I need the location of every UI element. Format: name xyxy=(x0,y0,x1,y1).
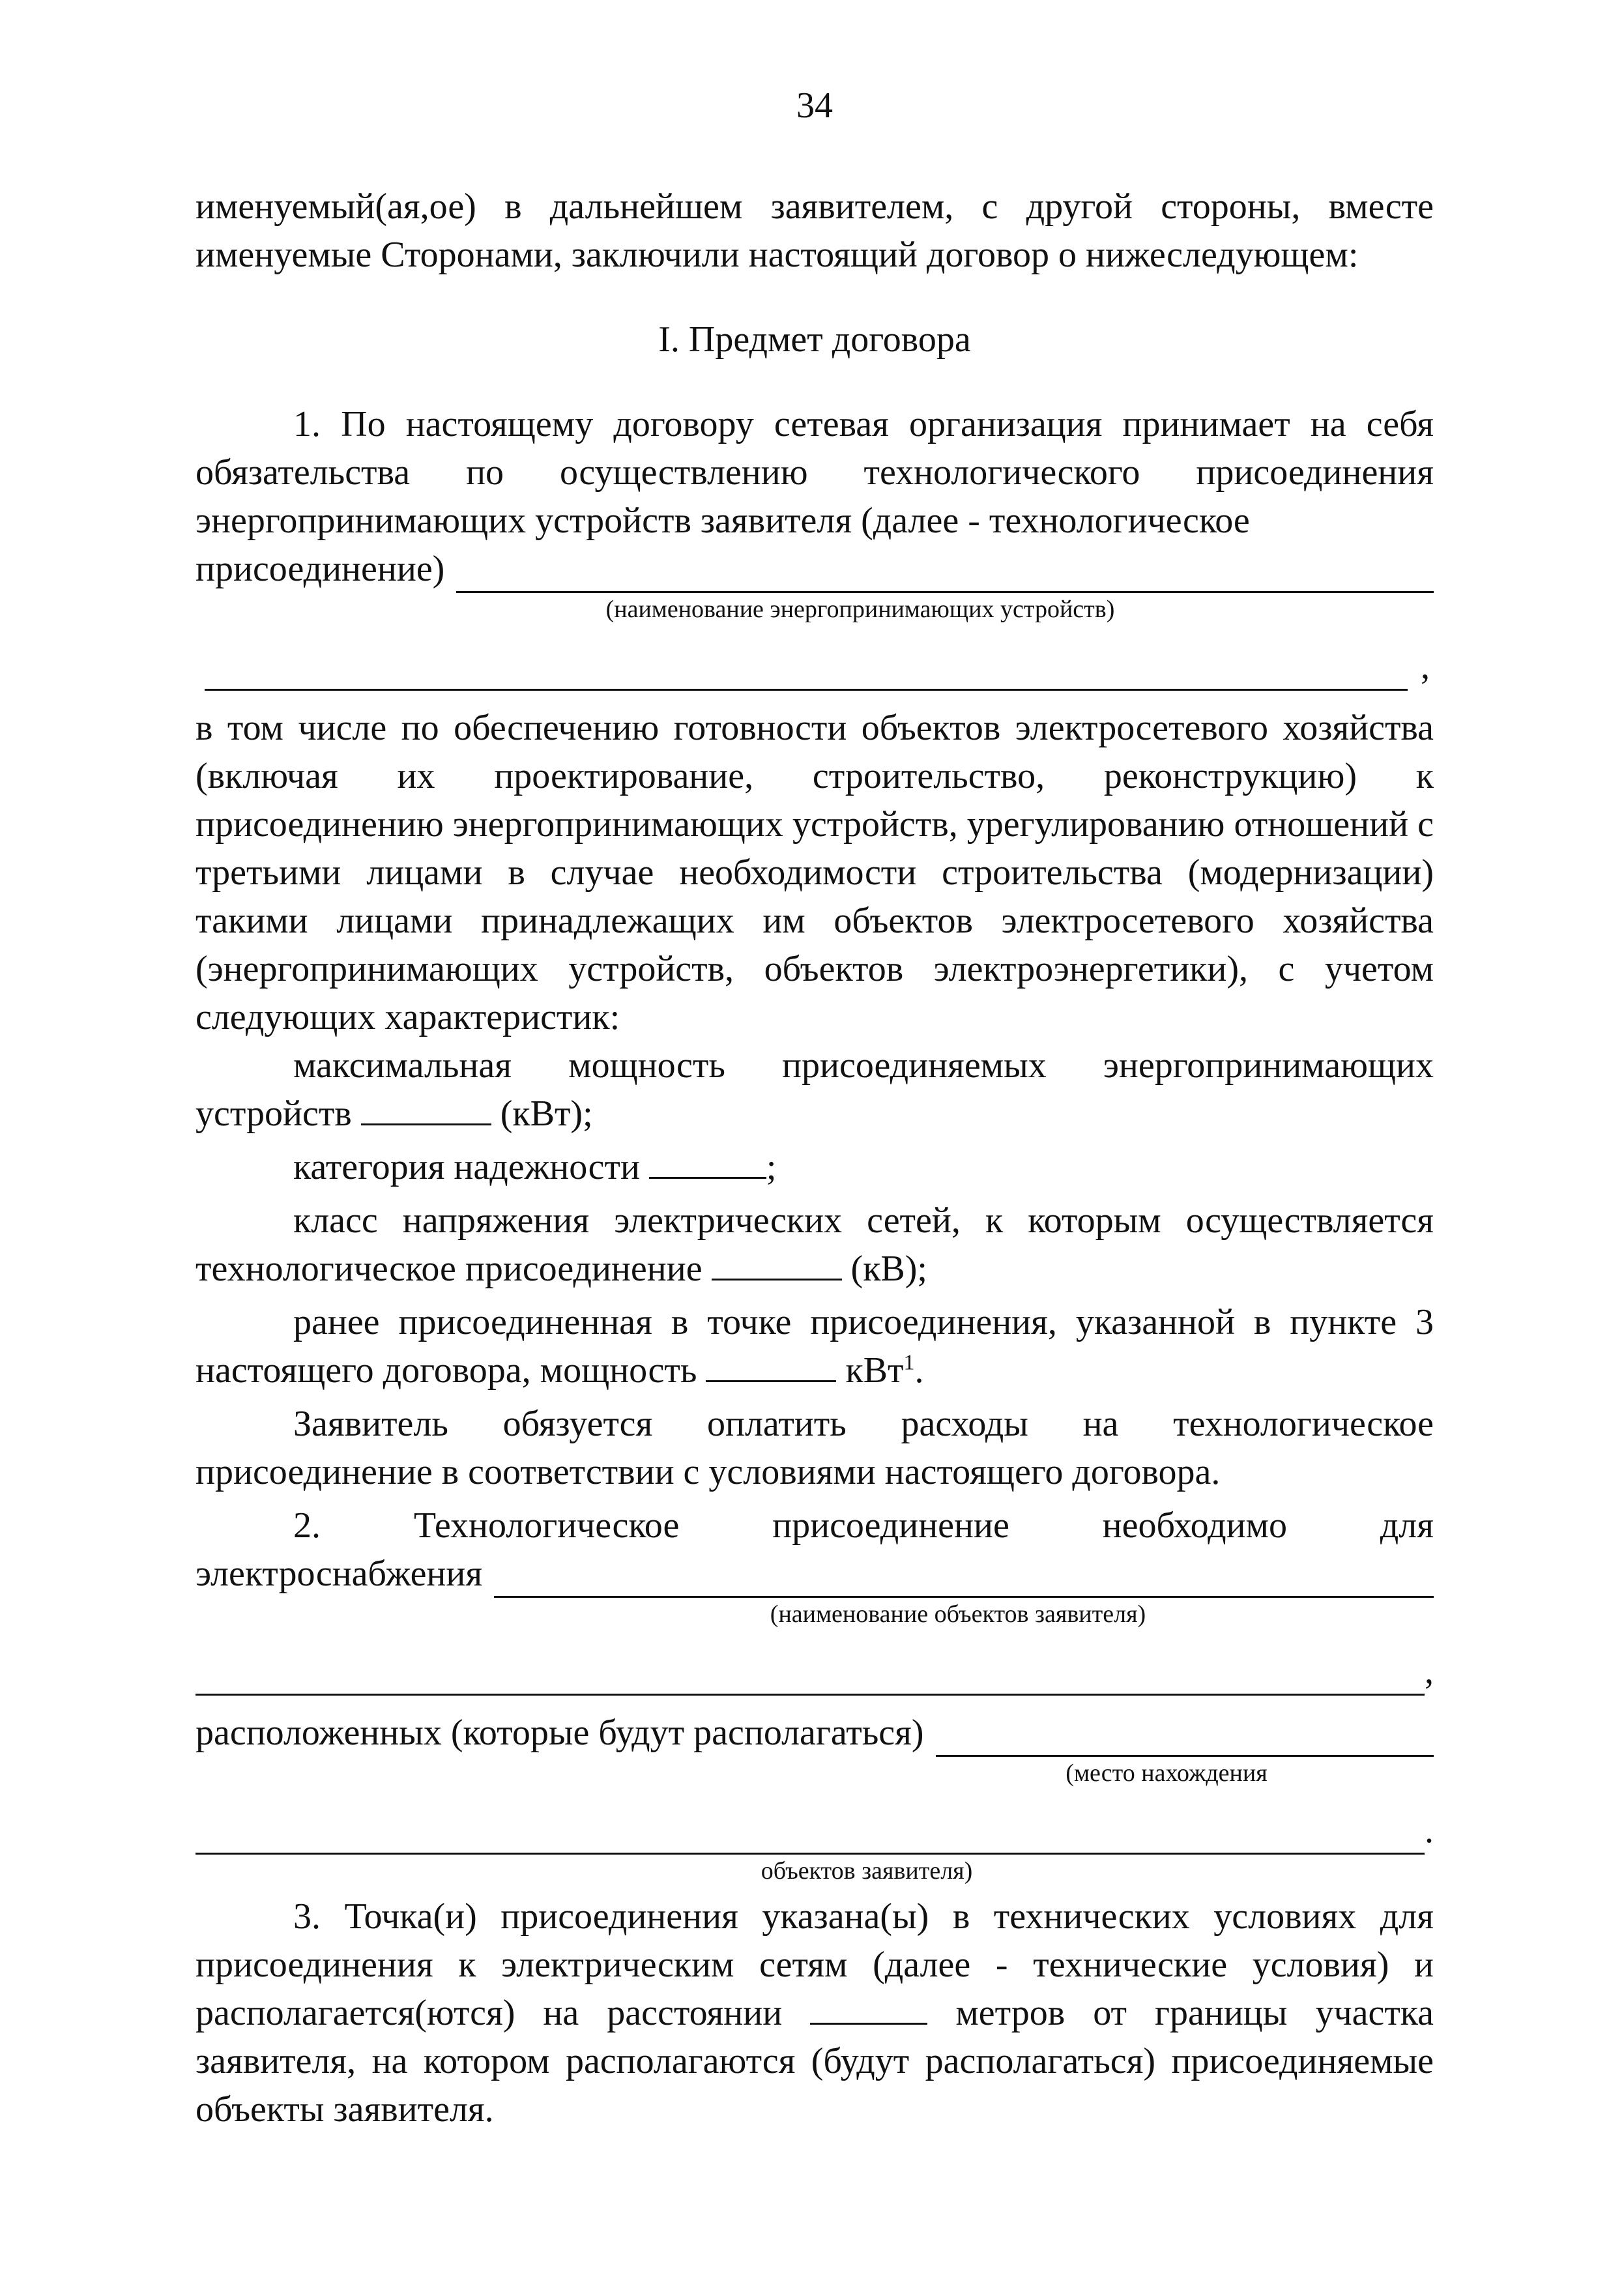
clause-3-post: метров от границы участка заявителя, на котором располагаются (будут располагаться) присоединяемые объекты заявителя. xyxy=(196,1993,1434,2130)
location-continuation-row xyxy=(196,1806,1434,1855)
prev-power-label: ранее присоединенная в точке присоединения, указанной в пункте 3 настоящего договора, мощность xyxy=(196,1302,1434,1391)
location-label: расположенных (которые будут располагаться) xyxy=(196,1713,924,1753)
prev-power-end: . xyxy=(914,1350,924,1391)
clause-1-body: в том числе по обеспечению готовности объектов электросетевого хозяйства (включая их проектирование, строительство, реконструкцию) к присоединению энергопринимающих устройств, урегулированию отношений с третьими лицами в случае необходимости строительства (модернизации) такими лицами принадлежащих им объектов электросетевого хозяйства (энергопринимающих устройств, объектов электроэнергетики), с учетом следующих характеристик: xyxy=(196,708,1434,1037)
comma: , xyxy=(1421,646,1430,687)
location-caption-continued: объектов заявителя) xyxy=(761,1857,973,1885)
clause-1-continuation-row xyxy=(196,643,1434,691)
clause-3-paragraph xyxy=(196,1892,1434,2134)
max-power-field[interactable] xyxy=(361,1092,491,1125)
clause-2-label: электроснабжения xyxy=(196,1554,483,1594)
object-name-continuation-field[interactable] xyxy=(196,1657,1425,1696)
reliability-line xyxy=(196,1143,1434,1191)
prev-power-line xyxy=(196,1298,1434,1395)
device-name-caption: (наименование энергопринимающих устройств) xyxy=(605,596,1115,623)
max-power-label: максимальная мощность присоединяемых энергопринимающих устройств xyxy=(196,1045,1434,1134)
page-content xyxy=(196,182,1434,2134)
location-field[interactable] xyxy=(936,1718,1434,1757)
period: . xyxy=(1425,1810,1434,1851)
clause-1-device-row xyxy=(196,545,1434,593)
reliability-field[interactable] xyxy=(649,1146,766,1179)
location-continuation-field[interactable] xyxy=(196,1816,1425,1855)
footnote-mark: 1 xyxy=(903,1350,915,1375)
page-number: 34 xyxy=(796,85,833,126)
document-page xyxy=(196,0,1434,2286)
clause-1-text: 1. По настоящему договору сетевая организация принимает на себя обязательства по осуществлению технологического присоединения энергопринимающих устройств заявителя (далее - технологическое xyxy=(196,404,1434,541)
voltage-field[interactable] xyxy=(712,1247,842,1280)
comma-2: , xyxy=(1425,1651,1434,1692)
max-power-unit: (кВт); xyxy=(500,1093,593,1134)
section-title: I. Предмет договора xyxy=(658,319,971,360)
prev-power-field[interactable] xyxy=(706,1349,836,1382)
payment-paragraph: Заявитель обязуется оплатить расходы на технологическое присоединение в соответствии с условиями настоящего договора. xyxy=(196,1404,1434,1492)
intro-paragraph: именуемый(ая,ое) в дальнейшем заявителем, с другой стороны, вместе именуемые Сторонами, заключили настоящий договор о нижеследующем: xyxy=(196,186,1434,275)
location-caption: (место нахождения xyxy=(1066,1759,1268,1787)
voltage-unit: (кВ); xyxy=(850,1249,927,1289)
reliability-label: категория надежности xyxy=(293,1147,640,1187)
device-name-continuation-field[interactable] xyxy=(205,652,1408,691)
location-row xyxy=(196,1709,1434,1757)
voltage-label: класс напряжения электрических сетей, к которым осуществляется технологическое присоединение xyxy=(196,1200,1434,1289)
object-name-caption: (наименование объектов заявителя) xyxy=(770,1600,1146,1628)
clause-2-continuation-row xyxy=(196,1647,1434,1696)
prev-power-unit: кВт xyxy=(845,1350,904,1391)
reliability-end: ; xyxy=(766,1147,777,1187)
clause-2-supply-row xyxy=(196,1550,1434,1598)
device-name-field[interactable] xyxy=(456,555,1434,593)
distance-field[interactable] xyxy=(810,1991,927,2025)
max-power-line xyxy=(196,1041,1434,1138)
clause-2-text: 2. Технологическое присоединение необходимо для xyxy=(293,1505,1434,1546)
clause-3-pre: 3. Точка(и) присоединения указана(ы) в технических условиях для присоединения к электрическим сетям (далее - технические условия) и располагается(ются) на расстоянии xyxy=(196,1896,1434,2033)
object-name-field[interactable] xyxy=(494,1559,1434,1598)
voltage-line xyxy=(196,1196,1434,1293)
clause-1-label: присоединение) xyxy=(196,549,445,589)
